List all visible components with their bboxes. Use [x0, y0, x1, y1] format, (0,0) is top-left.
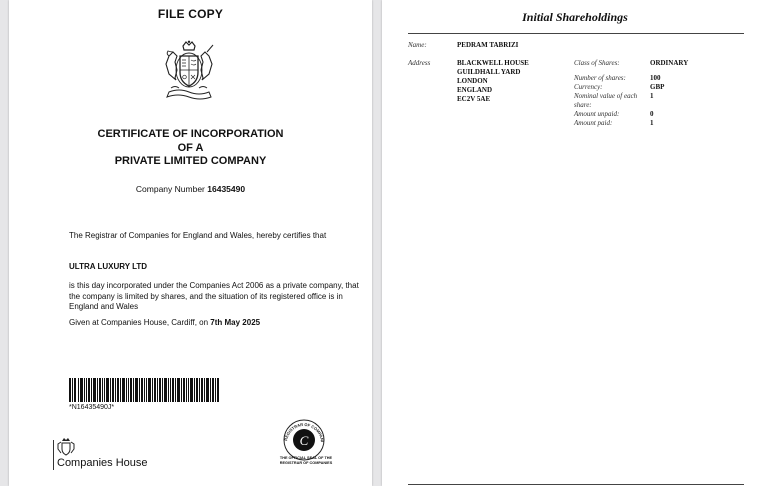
- share-details-labels: [574, 59, 654, 128]
- companies-house-logo: [53, 437, 153, 471]
- company-number-line: [9, 184, 372, 194]
- share-details-values: [650, 59, 688, 128]
- class-of-shares-value: ORDINARY: [650, 59, 689, 67]
- address-block: [457, 59, 529, 104]
- currency-label: Currency:: [574, 83, 603, 91]
- companies-house-crest-icon: [53, 437, 79, 457]
- given-at-statement: [69, 318, 359, 329]
- footer-rule: [408, 484, 744, 485]
- company-name: ULTRA LUXURY LTD: [69, 262, 148, 271]
- address-label: Address: [408, 59, 431, 67]
- address-line: ENGLAND: [457, 86, 493, 94]
- certificate-title-line-2: OF A: [177, 141, 204, 154]
- royal-coat-of-arms-icon: [157, 40, 221, 102]
- given-date: 7th May 2025: [210, 318, 261, 327]
- name-label: Name:: [408, 41, 427, 49]
- certificate-title: [9, 128, 372, 169]
- shareholdings-page: [382, 0, 768, 486]
- certificate-title-line-1: CERTIFICATE OF INCORPORATION: [97, 128, 284, 140]
- certificate-page: [9, 0, 372, 486]
- amount-unpaid-label: Amount unpaid:: [574, 110, 620, 118]
- company-number-value: 16435490: [207, 184, 246, 194]
- incorporation-statement: is this day incorporated under the Companies Act 2006 as a private company, that the company is limited by shares, and the situation of its registered office is in England and Wales: [69, 281, 359, 311]
- currency-value: GBP: [650, 83, 665, 91]
- nominal-value-label-line-2: share:: [574, 101, 592, 109]
- number-of-shares-value: 100: [650, 74, 661, 82]
- address-line: EC2V 5AE: [457, 95, 491, 103]
- number-of-shares-label: Number of shares:: [574, 74, 626, 82]
- given-at-text: Given at Companies House, Cardiff, on: [69, 318, 209, 327]
- title-rule: [408, 33, 744, 34]
- address-line: LONDON: [457, 77, 488, 85]
- nominal-value-label-line-1: Nominal value of each: [574, 92, 638, 100]
- seal-caption-line-1: THE OFFICIAL SEAL OF THE: [279, 456, 333, 460]
- address-line: GUILDHALL YARD: [457, 68, 521, 76]
- nominal-value-value: 1: [650, 92, 654, 100]
- amount-paid-value: 1: [650, 119, 654, 127]
- barcode-text: *N16435490J*: [69, 404, 115, 411]
- file-copy-heading: FILE COPY: [157, 7, 224, 21]
- shareholder-name: PEDRAM TABRIZI: [457, 41, 519, 49]
- barcode: [69, 378, 219, 402]
- company-number-label: Company Number: [135, 184, 205, 194]
- class-of-shares-label: Class of Shares:: [574, 59, 620, 67]
- registrar-statement: The Registrar of Companies for England and Wales, hereby certifies that: [69, 231, 327, 240]
- svg-text:C: C: [299, 433, 309, 448]
- seal-caption-line-2: REGISTRAR OF COMPANIES: [279, 461, 333, 465]
- companies-house-logo-text: Companies House: [57, 457, 148, 469]
- certificate-title-line-3: PRIVATE LIMITED COMPANY: [114, 155, 267, 167]
- address-line: BLACKWELL HOUSE: [457, 59, 529, 67]
- shareholdings-title: Initial Shareholdings: [522, 10, 628, 24]
- seal-ring-text: REGISTRAR OF COMPANI: [283, 421, 325, 443]
- seal-caption: [271, 456, 341, 466]
- amount-paid-label: Amount paid:: [574, 119, 613, 127]
- amount-unpaid-value: 0: [650, 110, 654, 118]
